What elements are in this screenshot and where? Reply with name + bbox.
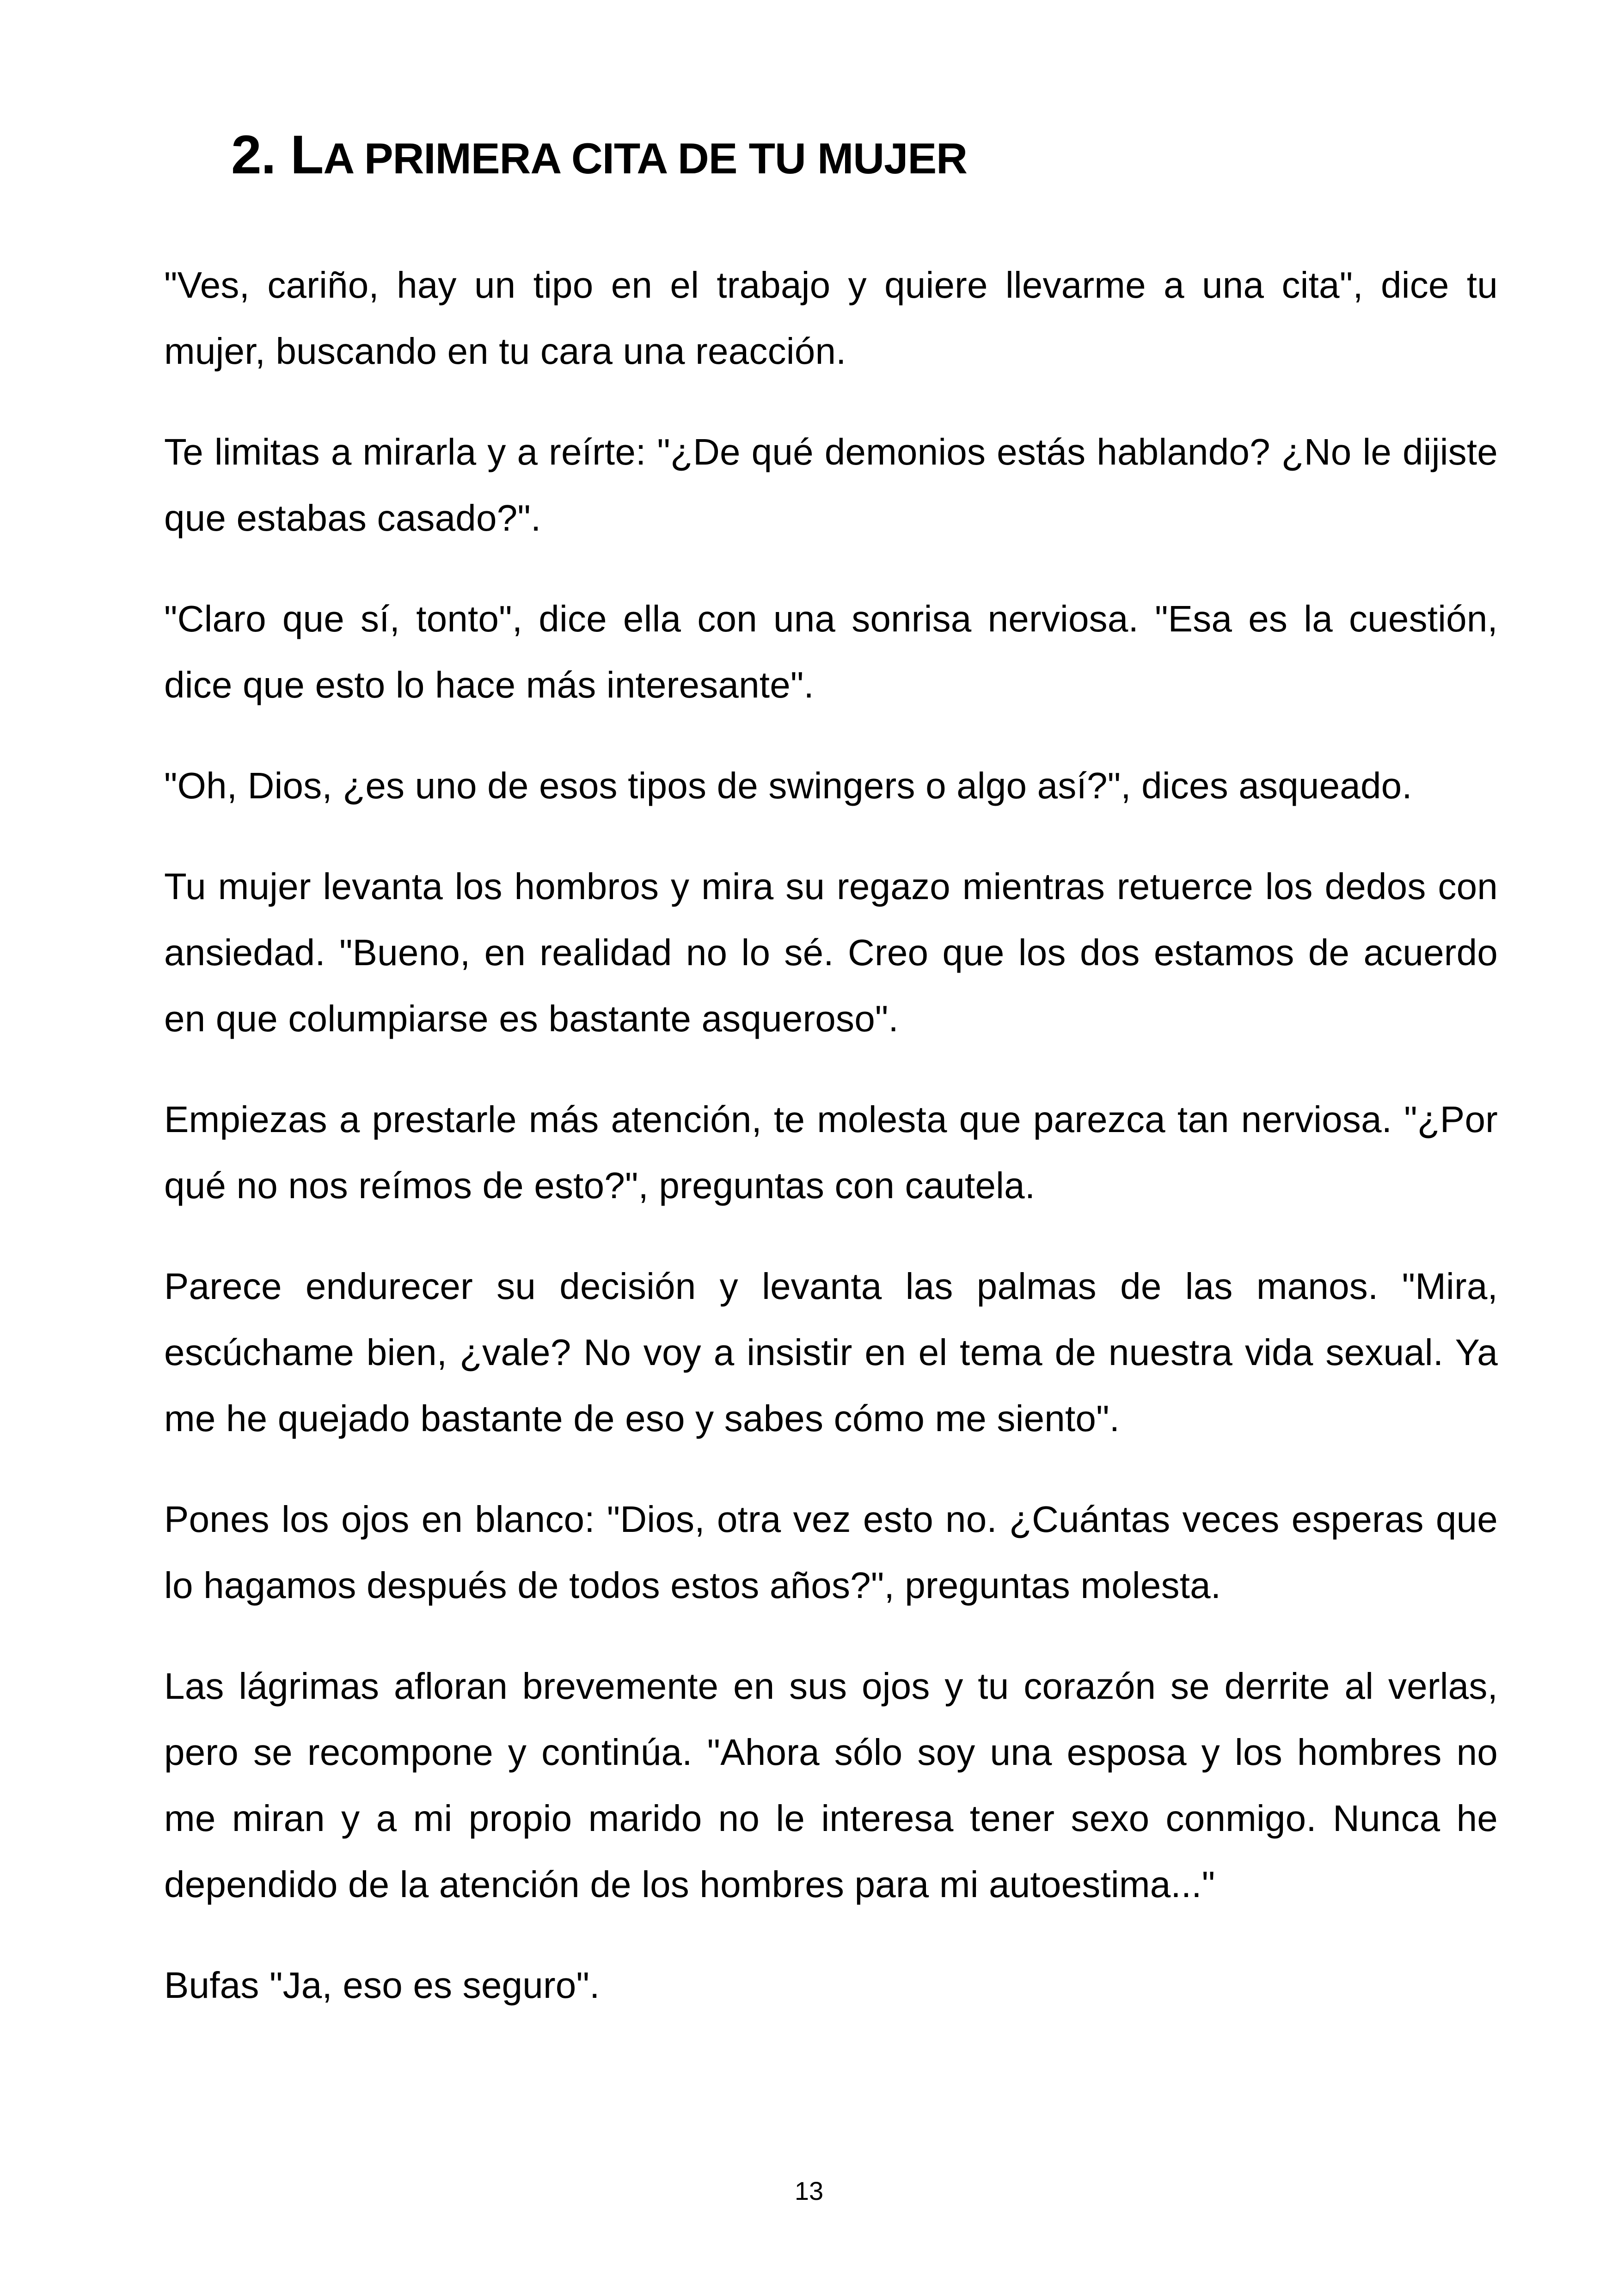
chapter-title [231,118,967,196]
paragraph: Pones los ojos en blanco: "Dios, otra vez esto no. ¿Cuántas veces esperas que lo hagamos después de todos estos años?", preguntas molesta. [164,1499,1498,1606]
paragraph: Tu mujer levanta los hombros y mira su regazo mientras retuerce los dedos con ansiedad. "Bueno, en realidad no lo sé. Creo que los dos estamos de acuerdo en que columpiarse es bastante asqueroso". [164,866,1498,1039]
chapter-title-rest: A PRIMERA CITA DE TU MUJER [323,134,968,183]
paragraph: Parece endurecer su decisión y levanta las palmas de las manos. "Mira, escúchame bien, ¿vale? No voy a insistir en el tema de nuestra vida sexual. Ya me he quejado bastante de eso y sabes cómo me siento". [164,1266,1498,1439]
paragraph: "Claro que sí, tonto", dice ella con una sonrisa nerviosa. "Esa es la cuestión, dice que esto lo hace más interesante". [164,598,1498,705]
paragraph: "Ves, cariño, hay un tipo en el trabajo y quiere llevarme a una cita", dice tu mujer, buscando en tu cara una reacción. [164,264,1498,372]
chapter-number: 2. [231,124,276,185]
paragraph: Empiezas a prestarle más atención, te molesta que parezca tan nerviosa. "¿Por qué no nos reímos de esto?", preguntas con cautela. [164,1099,1498,1206]
paragraph: Te limitas a mirarla y a reírte: "¿De qué demonios estás hablando? ¿No le dijiste que estabas casado?". [164,431,1498,539]
paragraph: Bufas "Ja, eso es seguro". [164,1965,600,2006]
paragraph: "Oh, Dios, ¿es uno de esos tipos de swingers o algo así?", dices asqueado. [164,765,1412,806]
page-number: 13 [794,2176,824,2205]
chapter-body [164,252,1498,2053]
paragraph: Las lágrimas afloran brevemente en sus ojos y tu corazón se derrite al verlas, pero se recompone y continúa. "Ahora sólo soy una esposa y los hombres no me miran y a mi propio marido no le interesa tener sexo conmigo. Nunca he dependido de la atención de los hombres para mi autoestima..." [164,1665,1498,1905]
chapter-title-initial: L [290,124,324,185]
